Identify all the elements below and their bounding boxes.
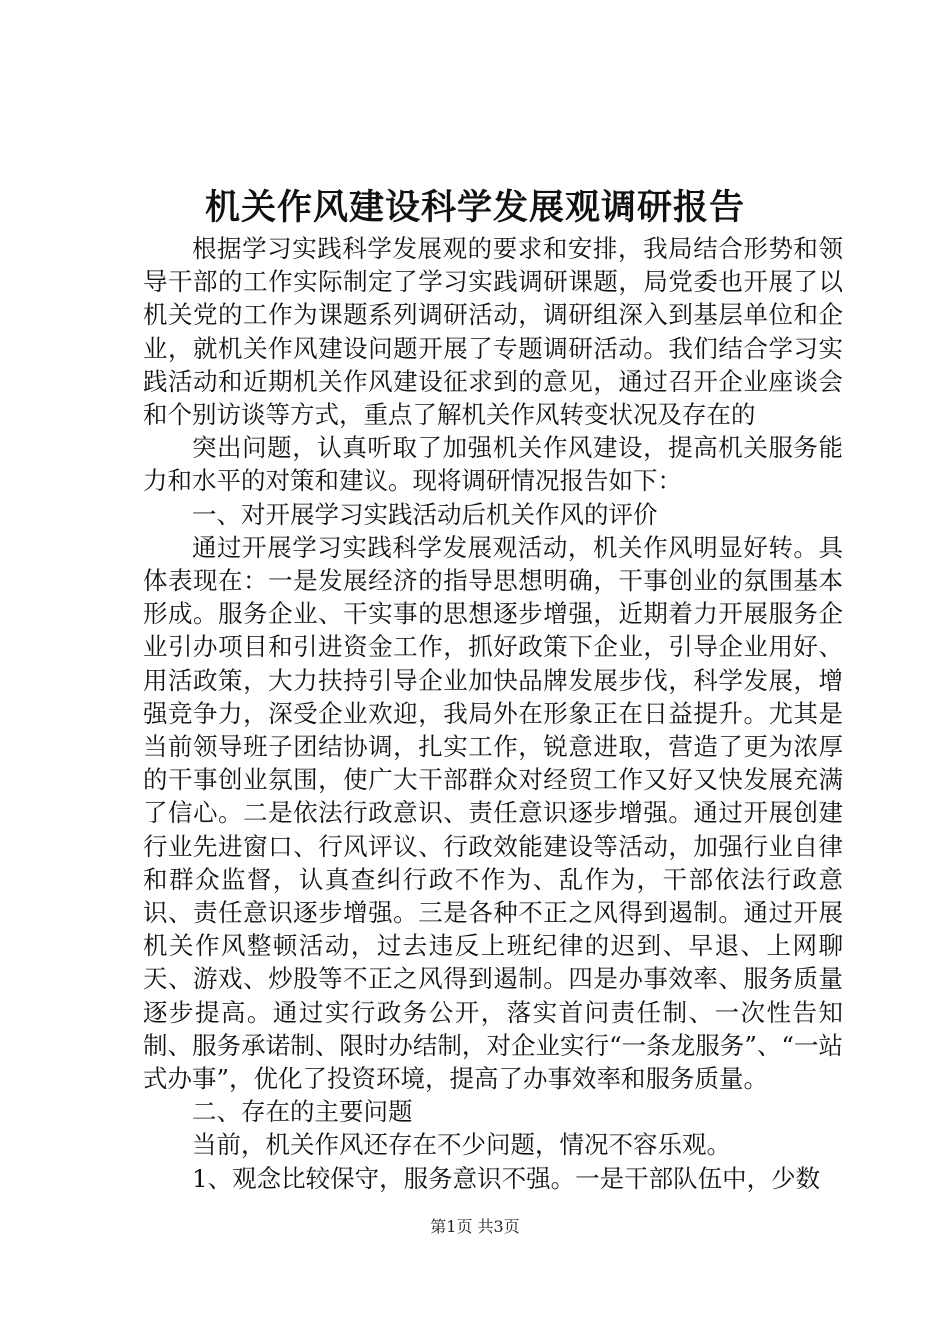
section-heading-1: 一、对开展学习实践活动后机关作风的评价: [192, 499, 658, 529]
page-number-footer: 第1页 共3页: [430, 1217, 520, 1236]
document-title: 机关作风建设科学发展观调研报告: [204, 187, 745, 228]
paragraph-item-1: 1、观念比较保守，服务意识不强。一是干部队伍中，少数: [192, 1163, 821, 1193]
document-body: [143, 232, 843, 1195]
paragraph-intro-continued: 突出问题，认真听取了加强机关作风建设，提高机关服务能力和水平的对策和建议。现将调研情况报告如下：: [143, 433, 843, 496]
paragraph-section-1: 通过开展学习实践科学发展观活动，机关作风明显好转。具体表现在：一是发展经济的指导思想明确，干事创业的氛围基本形成。服务企业、干实事的思想逐步增强，近期着力开展服务企业引办项目和引进资金工作，抓好政策下企业，引导企业用好、用活政策，大力扶持引导企业加快品牌发展步伐，科学发展，增强竞争力，深受企业欢迎，我局外在形象正在日益提升。尤其是当前领导班子团结协调，扎实工作，锐意进取，营造了更为浓厚的干事创业氛围，使广大干部群众对经贸工作又好又快发展充满了信心。二是依法行政意识、责任意识逐步增强。通过开展创建行业先进窗口、行风评议、行政效能建设等活动，加强行业自律和群众监督，认真查纠行政不作为、乱作为，干部依法行政意识、责任意识逐步增强。三是各种不正之风得到遏制。通过开展机关作风整顿活动，过去违反上班纪律的迟到、早退、上网聊天、游戏、炒股等不正之风得到遏制。四是办事效率、服务质量逐步提高。通过实行政务公开，落实首问责任制、一次性告知制、服务承诺制、限时办结制，对企业实行“一条龙服务”、“一站式办事”，优化了投资环境，提高了办事效率和服务质量。: [143, 532, 843, 1094]
paragraph-intro: 根据学习实践科学发展观的要求和安排，我局结合形势和领导干部的工作实际制定了学习实践调研课题，局党委也开展了以机关党的工作为课题系列调研活动，调研组深入到基层单位和企业，就机关作风建设问题开展了专题调研活动。我们结合学习实践活动和近期机关作风建设征求到的意见，通过召开企业座谈会和个别访谈等方式，重点了解机关作风转变状况及存在的: [143, 234, 843, 430]
section-heading-2: 二、存在的主要问题: [192, 1097, 413, 1127]
paragraph-section-2: 当前，机关作风还存在不少问题，情况不容乐观。: [192, 1130, 731, 1160]
